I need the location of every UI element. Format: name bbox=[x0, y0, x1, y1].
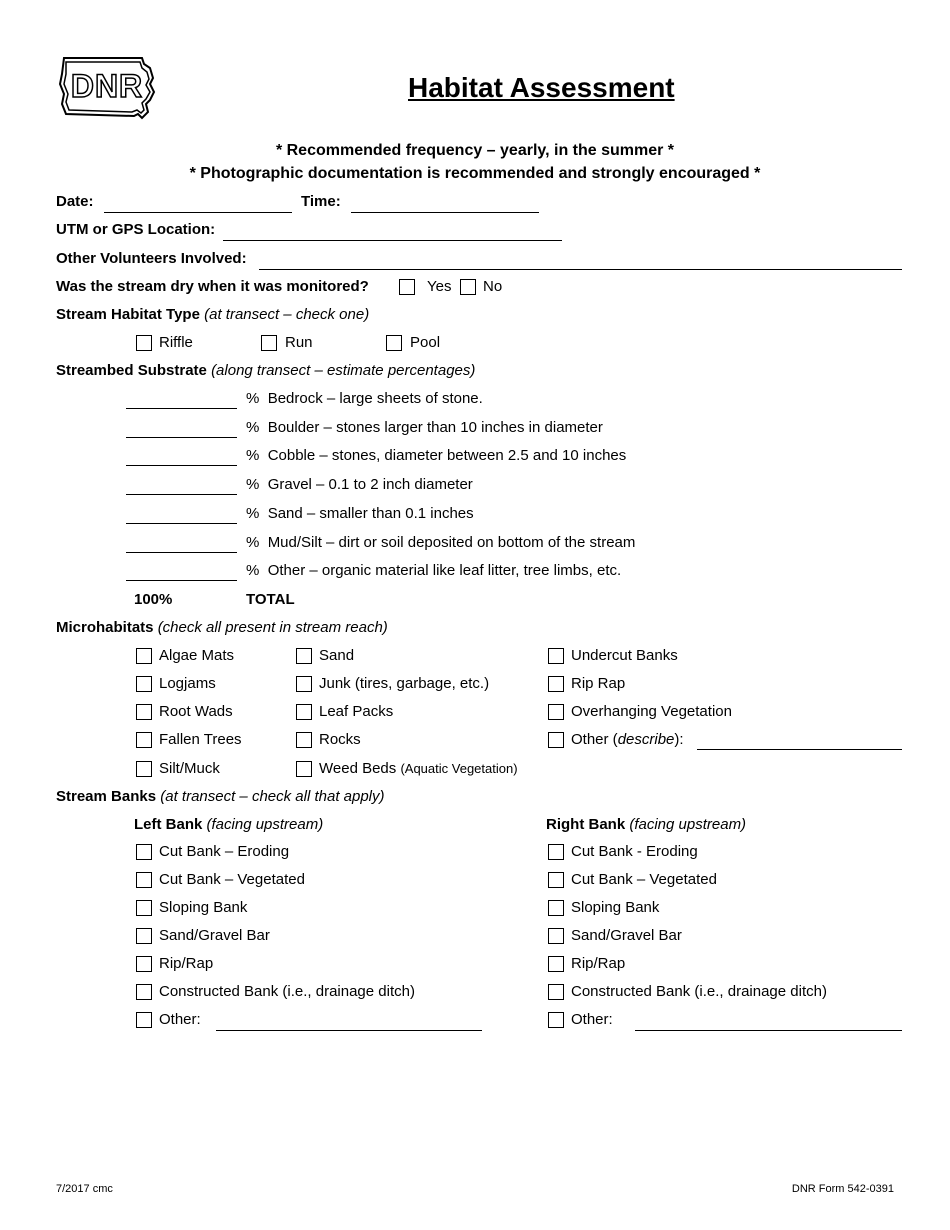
left-sand-gravel-bar-label: Sand/Gravel Bar bbox=[159, 927, 270, 944]
micro-silt-muck-label: Silt/Muck bbox=[159, 760, 220, 777]
dnr-logo bbox=[58, 54, 158, 120]
footer-form-number: DNR Form 542-0391 bbox=[791, 1183, 894, 1195]
photo-note: * Photographic documentation is recommended and strongly encouraged * bbox=[189, 165, 761, 182]
micro-root-wads-checkbox[interactable] bbox=[136, 704, 152, 720]
micro-weed-beds-checkbox[interactable] bbox=[296, 761, 312, 777]
micro-junk-label: Junk (tires, garbage, etc.) bbox=[319, 675, 490, 692]
substrate-boulder-label: % Boulder – stones larger than 10 inches in diameter bbox=[246, 419, 603, 436]
micro-rocks-checkbox[interactable] bbox=[296, 732, 312, 748]
substrate-bedrock-label: % Bedrock – large sheets of stone. bbox=[246, 390, 483, 407]
micro-junk-checkbox[interactable] bbox=[296, 676, 312, 692]
logo-text: DNR bbox=[70, 68, 144, 104]
left-sloping-bank-label: Sloping Bank bbox=[159, 899, 248, 916]
micro-other-checkbox[interactable] bbox=[548, 732, 564, 748]
stream-dry-no-label: No bbox=[483, 278, 503, 295]
habitat-run-checkbox[interactable] bbox=[261, 335, 277, 351]
micro-algae-mats-label: Algae Mats bbox=[159, 647, 235, 664]
right-constructed-bank-label: Constructed Bank (i.e., drainage ditch) bbox=[571, 983, 827, 1000]
micro-logjams-label: Logjams bbox=[159, 675, 216, 692]
substrate-other-field[interactable] bbox=[126, 580, 237, 581]
substrate-cobble-label: % Cobble – stones, diameter between 2.5 and 10 inches bbox=[246, 447, 627, 464]
micro-sand-label: Sand bbox=[319, 647, 355, 664]
left-sand-gravel-bar-checkbox[interactable] bbox=[136, 928, 152, 944]
left-rip-rap-label: Rip/Rap bbox=[159, 955, 214, 972]
micro-undercut-banks-checkbox[interactable] bbox=[548, 648, 564, 664]
right-other-label: Other: bbox=[571, 1011, 613, 1028]
time-field[interactable] bbox=[351, 212, 539, 213]
habitat-type-note: (at transect – check one) bbox=[204, 306, 370, 323]
micro-overhanging-vegetation-label: Overhanging Vegetation bbox=[571, 703, 732, 720]
left-other-field[interactable] bbox=[216, 1030, 482, 1031]
substrate-label: Streambed Substrate bbox=[56, 362, 207, 379]
left-bank-heading: Left Bank (facing upstream) bbox=[134, 816, 324, 833]
right-cut-bank-vegetated-label: Cut Bank – Vegetated bbox=[571, 871, 717, 888]
page-title: Habitat Assessment bbox=[408, 72, 675, 103]
micro-sand-checkbox[interactable] bbox=[296, 648, 312, 664]
micro-rocks-label: Rocks bbox=[319, 731, 361, 748]
left-constructed-bank-checkbox[interactable] bbox=[136, 984, 152, 1000]
substrate-cobble-field[interactable] bbox=[126, 465, 237, 466]
right-sand-gravel-bar-label: Sand/Gravel Bar bbox=[571, 927, 682, 944]
substrate-mudsilt-field[interactable] bbox=[126, 552, 237, 553]
date-label: Date: bbox=[56, 193, 94, 210]
substrate-gravel-field[interactable] bbox=[126, 494, 237, 495]
stream-dry-yes-label: Yes bbox=[427, 278, 452, 295]
substrate-bedrock-field[interactable] bbox=[126, 408, 237, 409]
stream-dry-question: Was the stream dry when it was monitored? bbox=[56, 278, 369, 295]
habitat-pool-label: Pool bbox=[410, 334, 441, 351]
micro-silt-muck-checkbox[interactable] bbox=[136, 761, 152, 777]
stream-banks-label: Stream Banks bbox=[56, 788, 157, 805]
left-cut-bank-vegetated-checkbox[interactable] bbox=[136, 872, 152, 888]
microhabitats-note: (check all present in stream reach) bbox=[157, 619, 388, 636]
stream-dry-yes-checkbox[interactable] bbox=[399, 279, 415, 295]
left-other-label: Other: bbox=[159, 1011, 201, 1028]
right-cut-bank-eroding-label: Cut Bank - Eroding bbox=[571, 843, 698, 860]
micro-fallen-trees-checkbox[interactable] bbox=[136, 732, 152, 748]
habitat-type-heading bbox=[56, 306, 369, 324]
substrate-sand-field[interactable] bbox=[126, 523, 237, 524]
left-other-checkbox[interactable] bbox=[136, 1012, 152, 1028]
substrate-gravel-label: % Gravel – 0.1 to 2 inch diameter bbox=[246, 476, 473, 493]
frequency-note: * Recommended frequency – yearly, in the summer * bbox=[275, 142, 675, 159]
utm-label: UTM or GPS Location: bbox=[56, 221, 216, 238]
stream-dry-no-checkbox[interactable] bbox=[460, 279, 476, 295]
micro-algae-mats-checkbox[interactable] bbox=[136, 648, 152, 664]
time-label: Time: bbox=[301, 193, 341, 210]
microhabitats-label: Microhabitats bbox=[56, 619, 154, 636]
right-cut-bank-eroding-checkbox[interactable] bbox=[548, 844, 564, 860]
micro-undercut-banks-label: Undercut Banks bbox=[571, 647, 678, 664]
left-sloping-bank-checkbox[interactable] bbox=[136, 900, 152, 916]
left-cut-bank-eroding-label: Cut Bank – Eroding bbox=[159, 843, 290, 860]
right-rip-rap-label: Rip/Rap bbox=[571, 955, 626, 972]
micro-rip-rap-label: Rip Rap bbox=[571, 675, 626, 692]
habitat-pool-checkbox[interactable] bbox=[386, 335, 402, 351]
habitat-type-label: Stream Habitat Type bbox=[56, 306, 200, 323]
right-sand-gravel-bar-checkbox[interactable] bbox=[548, 928, 564, 944]
volunteers-field[interactable] bbox=[259, 269, 902, 270]
right-other-field[interactable] bbox=[635, 1030, 902, 1031]
substrate-note: (along transect – estimate percentages) bbox=[211, 362, 476, 379]
left-cut-bank-eroding-checkbox[interactable] bbox=[136, 844, 152, 860]
left-constructed-bank-label: Constructed Bank (i.e., drainage ditch) bbox=[159, 983, 415, 1000]
volunteers-label: Other Volunteers Involved: bbox=[56, 250, 247, 267]
right-sloping-bank-label: Sloping Bank bbox=[571, 899, 660, 916]
utm-field[interactable] bbox=[223, 240, 562, 241]
micro-logjams-checkbox[interactable] bbox=[136, 676, 152, 692]
date-field[interactable] bbox=[104, 212, 292, 213]
micro-overhanging-vegetation-checkbox[interactable] bbox=[548, 704, 564, 720]
microhabitats-heading bbox=[56, 619, 388, 637]
habitat-riffle-checkbox[interactable] bbox=[136, 335, 152, 351]
substrate-heading bbox=[56, 362, 475, 380]
micro-weed-beds-label: Weed Beds (Aquatic Vegetation) bbox=[319, 760, 518, 777]
right-rip-rap-checkbox[interactable] bbox=[548, 956, 564, 972]
stream-banks-note: (at transect – check all that apply) bbox=[160, 788, 385, 805]
substrate-boulder-field[interactable] bbox=[126, 437, 237, 438]
right-constructed-bank-checkbox[interactable] bbox=[548, 984, 564, 1000]
left-cut-bank-vegetated-label: Cut Bank – Vegetated bbox=[159, 871, 305, 888]
micro-root-wads-label: Root Wads bbox=[159, 703, 233, 720]
substrate-mudsilt-label: % Mud/Silt – dirt or soil deposited on bottom of the stream bbox=[246, 534, 636, 551]
habitat-run-label: Run bbox=[285, 334, 313, 351]
right-sloping-bank-checkbox[interactable] bbox=[548, 900, 564, 916]
right-other-checkbox[interactable] bbox=[548, 1012, 564, 1028]
micro-other-label: Other (describe): bbox=[571, 731, 684, 748]
micro-leaf-packs-checkbox[interactable] bbox=[296, 704, 312, 720]
weed-beds-note: (Aquatic Vegetation) bbox=[400, 761, 518, 776]
substrate-total-label: TOTAL bbox=[246, 591, 295, 608]
micro-rip-rap-checkbox[interactable] bbox=[548, 676, 564, 692]
stream-banks-heading bbox=[56, 788, 385, 806]
habitat-riffle-label: Riffle bbox=[159, 334, 193, 351]
substrate-total-value: 100% bbox=[134, 591, 173, 608]
right-bank-heading: Right Bank (facing upstream) bbox=[546, 816, 747, 833]
footer-date: 7/2017 cmc bbox=[56, 1183, 113, 1195]
substrate-other-label: % Other – organic material like leaf litter, tree limbs, etc. bbox=[246, 562, 622, 579]
micro-other-field[interactable] bbox=[697, 749, 902, 750]
micro-leaf-packs-label: Leaf Packs bbox=[319, 703, 394, 720]
substrate-sand-label: % Sand – smaller than 0.1 inches bbox=[246, 505, 474, 522]
left-rip-rap-checkbox[interactable] bbox=[136, 956, 152, 972]
right-cut-bank-vegetated-checkbox[interactable] bbox=[548, 872, 564, 888]
micro-fallen-trees-label: Fallen Trees bbox=[159, 731, 242, 748]
